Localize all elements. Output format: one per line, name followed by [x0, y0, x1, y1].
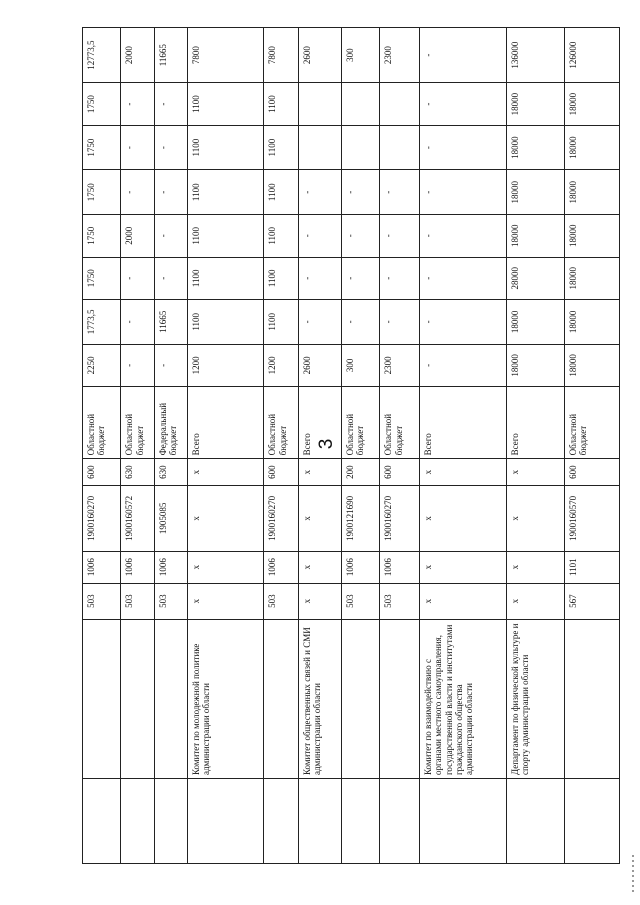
year-value-cell: - — [380, 300, 419, 345]
year-value-cell — [298, 83, 342, 125]
total-cell: 2000 — [121, 28, 154, 83]
table-row — [298, 28, 342, 864]
organization-cell — [564, 619, 619, 778]
section-code-cell: 1101 — [564, 551, 619, 583]
year-value-cell: - — [298, 215, 342, 257]
blank-cell — [264, 779, 298, 864]
year-value-cell: - — [121, 125, 154, 170]
table-row — [506, 28, 564, 864]
year-value-cell: 1100 — [187, 125, 264, 170]
year-value-cell: 18000 — [564, 125, 619, 170]
section-code-cell: 1006 — [342, 551, 380, 583]
year-value-cell: - — [342, 215, 380, 257]
year-value-cell: - — [419, 215, 506, 257]
year-value-cell — [298, 125, 342, 170]
total-cell: 300 — [342, 28, 380, 83]
funding-source-cell: Всего — [298, 387, 342, 459]
year-value-cell: 1773,5 — [83, 300, 121, 345]
target-article-cell: 1900160570 — [564, 485, 619, 551]
expense-type-cell: х — [419, 459, 506, 486]
year-value-cell: - — [154, 257, 187, 299]
year-value-cell: 2000 — [121, 215, 154, 257]
year-value-cell: 1100 — [187, 215, 264, 257]
budget-table-rotated — [82, 27, 620, 864]
organization-cell — [342, 619, 380, 778]
expense-type-cell: 200 — [342, 459, 380, 486]
organization-cell — [121, 619, 154, 778]
year-value-cell: - — [342, 300, 380, 345]
total-cell: 12773,5 — [83, 28, 121, 83]
year-value-cell: 1200 — [187, 344, 264, 386]
total-cell: 7800 — [187, 28, 264, 83]
target-article-cell: 1905085 — [154, 485, 187, 551]
grbs-code-cell: х — [187, 583, 264, 619]
year-value-cell: 2300 — [380, 344, 419, 386]
page-number: 3 — [316, 438, 337, 450]
year-value-cell: - — [419, 257, 506, 299]
organization-cell: Комитет по взаимодействию с органами местного самоуправления, государственной власти и институтами гражданского общества администрации области — [419, 619, 506, 778]
year-value-cell: 28000 — [506, 257, 564, 299]
table-row — [83, 28, 121, 864]
grbs-code-cell: х — [506, 583, 564, 619]
year-value-cell: 1750 — [83, 125, 121, 170]
blank-cell — [298, 779, 342, 864]
table-row — [154, 28, 187, 864]
year-value-cell: 2600 — [298, 344, 342, 386]
grbs-code-cell: х — [298, 583, 342, 619]
expense-type-cell: х — [298, 459, 342, 486]
organization-cell: Департамент по физической культуре и спорту администрации области — [506, 619, 564, 778]
funding-source-cell: Областной бюджет — [564, 387, 619, 459]
year-value-cell — [342, 125, 380, 170]
expense-type-cell: х — [187, 459, 264, 486]
total-cell: 2300 — [380, 28, 419, 83]
year-value-cell: - — [419, 170, 506, 215]
expense-type-cell: 630 — [154, 459, 187, 486]
blank-cell — [121, 779, 154, 864]
table-row — [564, 28, 619, 864]
target-article-cell: х — [187, 485, 264, 551]
total-cell: 136000 — [506, 28, 564, 83]
section-code-cell: 1006 — [121, 551, 154, 583]
year-value-cell: 1750 — [83, 170, 121, 215]
expense-type-cell: х — [506, 459, 564, 486]
grbs-code-cell: 503 — [380, 583, 419, 619]
year-value-cell: - — [380, 170, 419, 215]
year-value-cell: - — [298, 300, 342, 345]
section-code-cell: 1006 — [154, 551, 187, 583]
year-value-cell: 18000 — [564, 300, 619, 345]
year-value-cell: 1100 — [264, 83, 298, 125]
year-value-cell: - — [298, 170, 342, 215]
funding-source-cell: Федеральный бюджет — [154, 387, 187, 459]
organization-cell — [264, 619, 298, 778]
year-value-cell: - — [154, 344, 187, 386]
year-value-cell: 18000 — [564, 170, 619, 215]
grbs-code-cell: 503 — [342, 583, 380, 619]
year-value-cell: 1750 — [83, 257, 121, 299]
blank-cell — [380, 779, 419, 864]
year-value-cell: 18000 — [506, 344, 564, 386]
organization-cell: Комитет по молодежной политике администрации области — [187, 619, 264, 778]
year-value-cell: 1100 — [187, 170, 264, 215]
year-value-cell: - — [154, 125, 187, 170]
target-article-cell: 1900121690 — [342, 485, 380, 551]
blank-cell — [564, 779, 619, 864]
year-value-cell: - — [154, 170, 187, 215]
year-value-cell: - — [419, 83, 506, 125]
year-value-cell: - — [419, 300, 506, 345]
grbs-code-cell: х — [419, 583, 506, 619]
target-article-cell: 1900160270 — [264, 485, 298, 551]
year-value-cell: 18000 — [564, 215, 619, 257]
blank-cell — [342, 779, 380, 864]
total-cell: 126000 — [564, 28, 619, 83]
year-value-cell: 1100 — [187, 300, 264, 345]
year-value-cell: 18000 — [564, 257, 619, 299]
year-value-cell: 300 — [342, 344, 380, 386]
year-value-cell — [342, 83, 380, 125]
target-article-cell: х — [419, 485, 506, 551]
year-value-cell: 18000 — [564, 83, 619, 125]
year-value-cell: 18000 — [506, 83, 564, 125]
section-code-cell: 1006 — [264, 551, 298, 583]
year-value-cell: 18000 — [506, 215, 564, 257]
section-code-cell: х — [298, 551, 342, 583]
year-value-cell: 1100 — [264, 300, 298, 345]
funding-source-cell: Областной бюджет — [342, 387, 380, 459]
year-value-cell: 18000 — [506, 125, 564, 170]
year-value-cell: 18000 — [506, 300, 564, 345]
year-value-cell: - — [419, 344, 506, 386]
year-value-cell: - — [380, 215, 419, 257]
year-value-cell: - — [121, 344, 154, 386]
year-value-cell: 1100 — [264, 125, 298, 170]
grbs-code-cell: 503 — [83, 583, 121, 619]
expense-type-cell: 600 — [564, 459, 619, 486]
funding-source-cell: Областной бюджет — [264, 387, 298, 459]
expense-type-cell: 600 — [380, 459, 419, 486]
funding-source-cell: Всего — [419, 387, 506, 459]
section-code-cell: х — [187, 551, 264, 583]
year-value-cell: - — [380, 257, 419, 299]
year-value-cell: 1750 — [83, 215, 121, 257]
blank-cell — [187, 779, 264, 864]
grbs-code-cell: 503 — [154, 583, 187, 619]
table-row — [264, 28, 298, 864]
total-cell: 7800 — [264, 28, 298, 83]
total-cell: - — [419, 28, 506, 83]
table-row — [380, 28, 419, 864]
grbs-code-cell: 567 — [564, 583, 619, 619]
table-row — [419, 28, 506, 864]
expense-type-cell: 630 — [121, 459, 154, 486]
funding-source-cell: Всего — [187, 387, 264, 459]
budget-table — [82, 27, 620, 864]
year-value-cell: 2250 — [83, 344, 121, 386]
year-value-cell: 1200 — [264, 344, 298, 386]
target-article-cell: 1900160270 — [83, 485, 121, 551]
year-value-cell: 1100 — [264, 257, 298, 299]
section-code-cell: 1006 — [380, 551, 419, 583]
organization-cell — [154, 619, 187, 778]
year-value-cell: - — [121, 83, 154, 125]
table-row — [342, 28, 380, 864]
year-value-cell: 1100 — [187, 257, 264, 299]
year-value-cell: 18000 — [564, 344, 619, 386]
blank-cell — [83, 779, 121, 864]
year-value-cell: - — [342, 170, 380, 215]
year-value-cell: - — [121, 170, 154, 215]
target-article-cell: 1900160572 — [121, 485, 154, 551]
organization-cell: Комитет общественных связей и СМИ администрации области — [298, 619, 342, 778]
blank-cell — [419, 779, 506, 864]
target-article-cell: х — [298, 485, 342, 551]
year-value-cell: - — [154, 83, 187, 125]
section-code-cell: х — [506, 551, 564, 583]
year-value-cell: - — [298, 257, 342, 299]
budget-table-container — [82, 27, 620, 864]
year-value-cell — [380, 125, 419, 170]
target-article-cell: х — [506, 485, 564, 551]
table-row — [121, 28, 154, 864]
funding-source-cell: Областной бюджет — [121, 387, 154, 459]
scan-artifact — [632, 855, 634, 895]
year-value-cell: 1100 — [264, 170, 298, 215]
year-value-cell: - — [342, 257, 380, 299]
year-value-cell: 1100 — [264, 215, 298, 257]
funding-source-cell: Всего — [506, 387, 564, 459]
total-cell: 2600 — [298, 28, 342, 83]
year-value-cell: - — [419, 125, 506, 170]
organization-cell — [83, 619, 121, 778]
total-cell: 11665 — [154, 28, 187, 83]
target-article-cell: 1900160270 — [380, 485, 419, 551]
year-value-cell: 1750 — [83, 83, 121, 125]
year-value-cell: - — [121, 300, 154, 345]
table-row — [187, 28, 264, 864]
year-value-cell: - — [121, 257, 154, 299]
funding-source-cell: Областной бюджет — [380, 387, 419, 459]
blank-cell — [154, 779, 187, 864]
grbs-code-cell: 503 — [264, 583, 298, 619]
section-code-cell: х — [419, 551, 506, 583]
year-value-cell: 1100 — [187, 83, 264, 125]
expense-type-cell: 600 — [83, 459, 121, 486]
year-value-cell: 11665 — [154, 300, 187, 345]
year-value-cell: 18000 — [506, 170, 564, 215]
year-value-cell: - — [154, 215, 187, 257]
organization-cell — [380, 619, 419, 778]
grbs-code-cell: 503 — [121, 583, 154, 619]
funding-source-cell: Областной бюджет — [83, 387, 121, 459]
year-value-cell — [380, 83, 419, 125]
budget-table-body — [83, 28, 620, 864]
blank-cell — [506, 779, 564, 864]
section-code-cell: 1006 — [83, 551, 121, 583]
expense-type-cell: 600 — [264, 459, 298, 486]
